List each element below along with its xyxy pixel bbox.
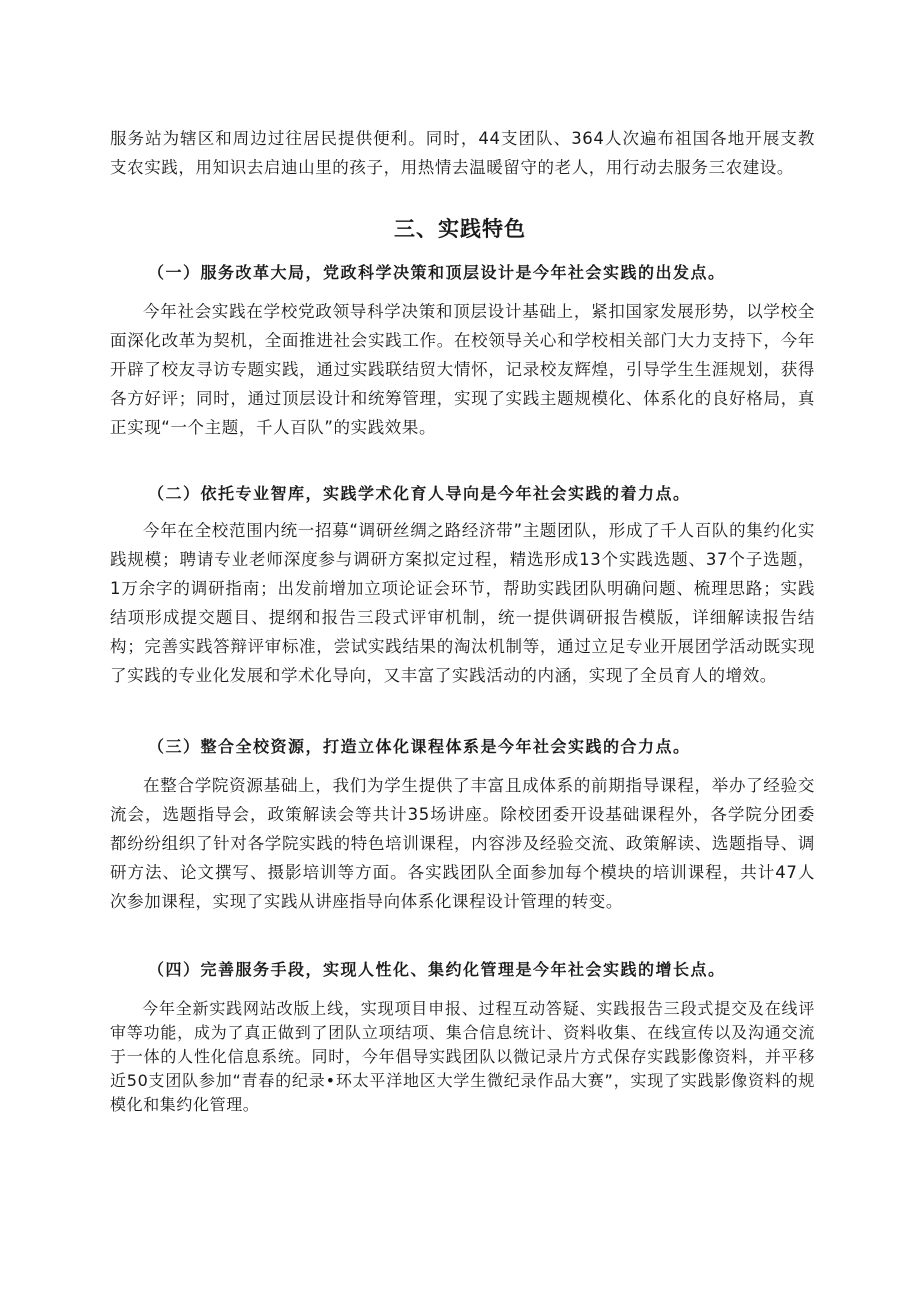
paragraph-2: 今年在全校范围内统一招募“调研丝绸之路经济带”主题团队，形成了千人百队的集约化实践规模；聘请专业老师深度参与调研方案拟定过程，精选形成13个实践选题、37个子选题，1万余字的调研指南；出发前增加立项论证会环节，帮助实践团队明确问题、梳理思路；实践结项形成提交题目、提纲和报告三段式评审机制，统一提供调研报告模版，详细解读报告结构；完善实践答辩评审标准，尝试实践结果的淘汰机制等，通过立足专业开展团学活动既实现了实践的专业化发展和学术化导向，又丰富了实践活动的内涵，实现了全员育人的增效。	[110, 521, 815, 685]
subheading-3: （三）整合全校资源，打造立体化课程体系是今年社会实践的合力点。	[148, 737, 691, 756]
paragraph-4: 今年全新实践网站改版上线，实现项目申报、过程互动答疑、实践报告三段式提交及在线评审等功能，成为了真正做到了团队立项结项、集合信息统计、资料收集、在线宣传以及沟通交流于一体的人性化信息系统。同时，今年倡导实践团队以微记录片方式保存实践影像资料，并平移近50支团队参加“青春的纪录•环太平洋地区大学生微纪录作品大赛”，实现了实践影像资料的规模化和集约化管理。	[110, 999, 815, 1114]
subheading-1: （一）服务改革大局，党政科学决策和顶层设计是今年社会实践的出发点。	[148, 263, 726, 282]
section-title: 三、实践特色	[394, 217, 526, 241]
subheading-4: （四）完善服务手段，实现人性化、集约化管理是今年社会实践的增长点。	[148, 960, 726, 979]
paragraph-1: 今年社会实践在学校党政领导科学决策和顶层设计基础上，紧扣国家发展形势，以学校全面深化改革为契机，全面推进社会实践工作。在校领导关心和学校相关部门大力支持下，今年开辟了校友寻访专题实践，通过实践联结贸大情怀，记录校友辉煌，引导学生生涯规划，获得各方好评；同时，通过顶层设计和统筹管理，实现了实践主题规模化、体系化的良好格局，真正实现“一个主题，千人百队”的实践效果。	[110, 302, 815, 437]
paragraph-3: 在整合学院资源基础上，我们为学生提供了丰富且成体系的前期指导课程，举办了经验交流会，选题指导会，政策解读会等共计35场讲座。除校团委开设基础课程外，各学院分团委都纷纷组织了针对各学院实践的特色培训课程，内容涉及经验交流、政策解读、选题指导、调研方法、论文撰写、摄影培训等方面。各实践团队全面参加每个模块的培训课程，共计47人次参加课程，实现了实践从讲座指导向体系化课程设计管理的转变。	[110, 776, 815, 911]
intro-paragraph: 服务站为辖区和周边过往居民提供便利。同时，44支团队、364人次遍布祖国各地开展支教支农实践，用知识去启迪山里的孩子，用热情去温暖留守的老人，用行动去服务三农建设。	[110, 129, 815, 177]
subheading-2: （二）依托专业智库，实践学术化育人导向是今年社会实践的着力点。	[148, 484, 691, 503]
